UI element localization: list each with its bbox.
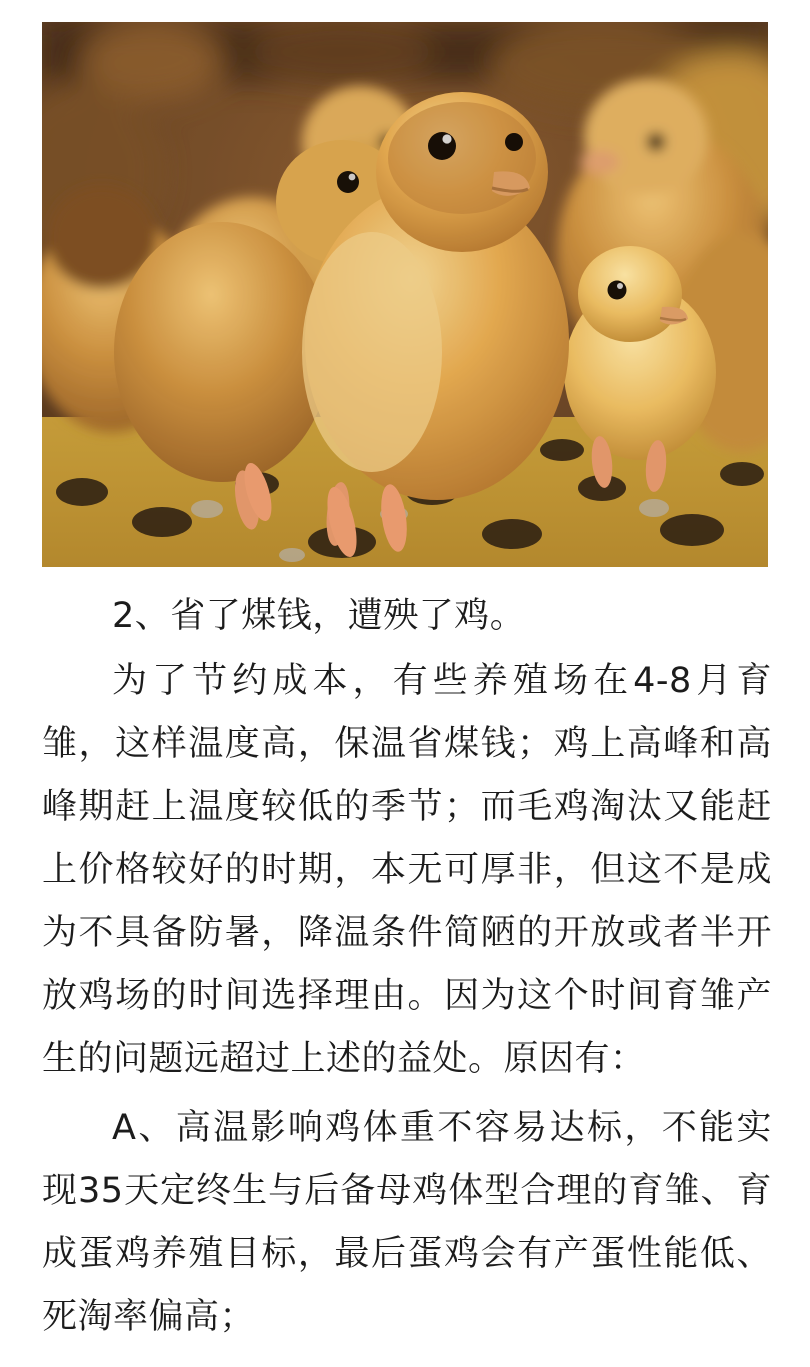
- article-text: [42, 585, 772, 1355]
- paragraph-body-2: A、高温影响鸡体重不容易达标，不能实现35天定终生与后备母鸡体型合理的育雏、育成蛋鸡养殖目标，最后蛋鸡会有产蛋性能低、死淘率偏高；: [42, 1108, 772, 1337]
- chicks-photo: [42, 22, 768, 567]
- paragraph-heading: 2、省了煤钱，遭殃了鸡。: [112, 596, 526, 636]
- chicks-illustration: [42, 22, 768, 567]
- paragraph-body-1: 为了节约成本，有些养殖场在4-8月育雏，这样温度高，保温省煤钱；鸡上高峰和高峰期赶上温度较低的季节；而毛鸡淘汰又能赶上价格较好的时期，本无可厚非，但这不是成为不具备防暑，降温条件简陋的开放或者半开放鸡场的时间选择理由。因为这个时间育雏产生的问题远超过上述的益处。原因有：: [42, 661, 772, 1079]
